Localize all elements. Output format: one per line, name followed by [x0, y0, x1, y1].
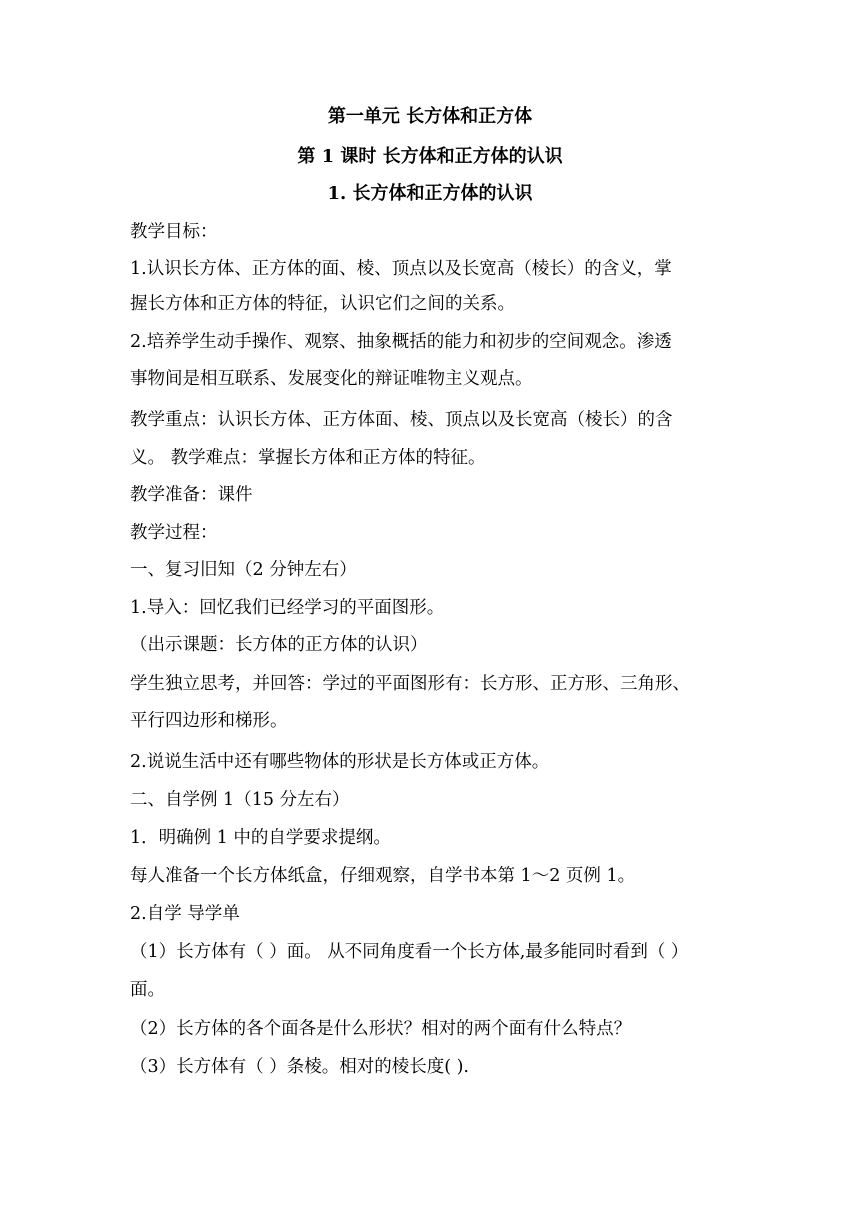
lesson-title: 第 1 课时 长方体和正方体的认识 [297, 146, 563, 167]
text-line: 面。 [130, 980, 165, 1000]
text-line: 1.导入：回忆我们已经学习的平面图形。 [130, 598, 445, 618]
text-line: 二、自学例 1（15 分左右） [130, 790, 350, 810]
text-line: 学生独立思考，并回答：学过的平面图形有：长方形、正方形、三角形、 [130, 674, 690, 694]
text-line: 每人准备一个长方体纸盒，仔细观察，自学书本第 1～2 页例 1。 [130, 866, 636, 886]
unit-title: 第一单元 长方体和正方体 [327, 106, 533, 127]
text-line: 平行四边形和梯形。 [130, 711, 288, 731]
text-line: 2.自学 导学单 [130, 904, 240, 924]
text-line: 教学准备：课件 [130, 485, 253, 505]
section-title: 1. 长方体和正方体的认识 [327, 183, 533, 204]
text-line: 2.说说生活中还有哪些物体的形状是长方体或正方体。 [130, 752, 550, 772]
text-line: （3）长方体有（ ）条棱。相对的棱长度( ). [130, 1057, 469, 1077]
text-line: 教学过程： [130, 523, 218, 543]
text-line: 事物间是相互联系、发展变化的辩证唯物主义观点。 [130, 369, 533, 389]
text-line: 教学目标： [130, 222, 218, 242]
text-line: 教学重点：认识长方体、正方体面、棱、顶点以及长宽高（棱长）的含 [130, 410, 673, 430]
text-line: 1.认识长方体、正方体的面、棱、顶点以及长宽高（棱长）的含义，掌 [130, 259, 672, 279]
text-line: （1）长方体有（ ）面。 从不同角度看一个长方体,最多能同时看到（ ） [130, 942, 689, 962]
text-line: （出示课题：长方体的正方体的认识） [130, 635, 428, 655]
text-line: 握长方体和正方体的特征，认识它们之间的关系。 [130, 294, 515, 314]
text-line: 一、复习旧知（2 分钟左右） [130, 560, 357, 580]
text-line: 2.培养学生动手操作、观察、抽象概括的能力和初步的空间观念。渗透 [130, 332, 672, 352]
text-line: 义。 教学难点：掌握长方体和正方体的特征。 [130, 448, 486, 468]
text-line: （2）长方体的各个面各是什么形状？相对的两个面有什么特点？ [130, 1019, 632, 1039]
text-line: 1．明确例 1 中的自学要求提纲。 [130, 828, 391, 848]
